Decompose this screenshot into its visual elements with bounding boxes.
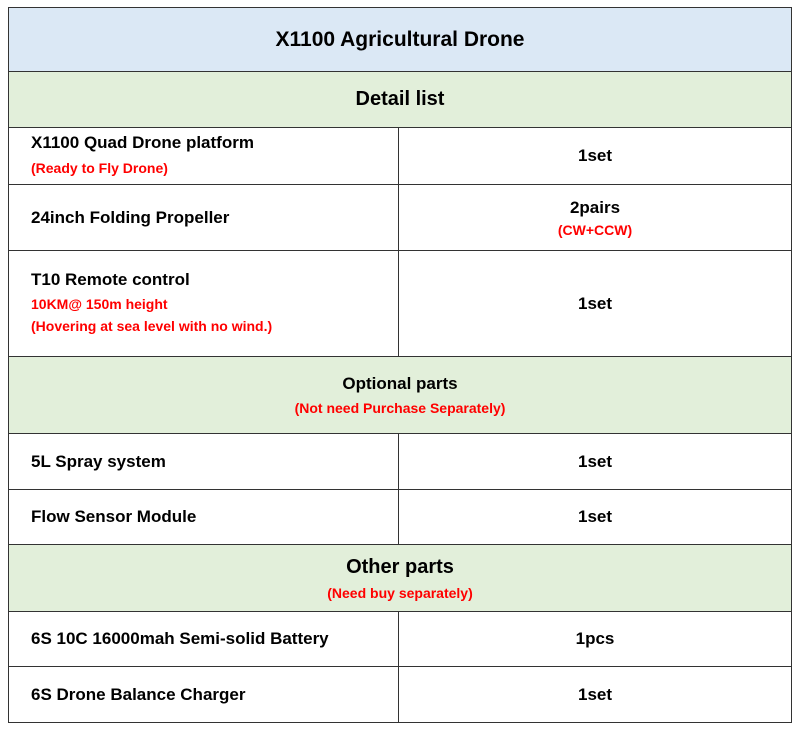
table-row (9, 490, 792, 545)
section-header-optional-parts (9, 357, 792, 434)
item-qty: 1pcs (399, 612, 792, 667)
parts-list-table (8, 7, 792, 723)
item-name: T10 Remote control (31, 270, 190, 289)
table-row (9, 612, 792, 667)
section-header-detail-list (9, 72, 792, 128)
item-cell (9, 128, 399, 185)
item-qty: 1set (399, 490, 792, 545)
item-qty: 1set (399, 251, 792, 357)
item-qty: 1set (399, 128, 792, 185)
section-row-detail-list (9, 72, 792, 128)
section-subtitle: (Not need Purchase Separately) (294, 400, 506, 416)
item-qty: 2pairs (569, 197, 621, 217)
item-note-line2: (Hovering at sea level with no wind.) (31, 318, 273, 334)
section-subtitle: (Need buy separately) (327, 584, 473, 601)
section-title: Detail list (355, 88, 445, 110)
item-name: 6S Drone Balance Charger (9, 667, 399, 723)
item-name: 5L Spray system (9, 434, 399, 490)
item-qty-cell (399, 185, 792, 251)
item-qty: 1set (399, 667, 792, 723)
item-name: 24inch Folding Propeller (9, 185, 399, 251)
title-row (9, 8, 792, 72)
item-note: (Ready to Fly Drone) (31, 160, 168, 176)
item-qty-note: (CW+CCW) (557, 221, 633, 238)
section-row-other-parts (9, 545, 792, 612)
item-name: 6S 10C 16000mah Semi-solid Battery (9, 612, 399, 667)
table-row (9, 434, 792, 490)
section-title: Other parts (346, 555, 454, 578)
table-row (9, 251, 792, 357)
item-name: Flow Sensor Module (9, 490, 399, 545)
item-qty: 1set (399, 434, 792, 490)
table-row (9, 667, 792, 723)
table-row (9, 185, 792, 251)
table-title: X1100 Agricultural Drone (9, 8, 792, 72)
table-row (9, 128, 792, 185)
item-name: X1100 Quad Drone platform (31, 133, 254, 152)
section-title: Optional parts (342, 374, 458, 393)
section-row-optional-parts (9, 357, 792, 434)
item-note-line1: 10KM@ 150m height (31, 296, 168, 312)
item-cell (9, 251, 399, 357)
section-header-other-parts (9, 545, 792, 612)
